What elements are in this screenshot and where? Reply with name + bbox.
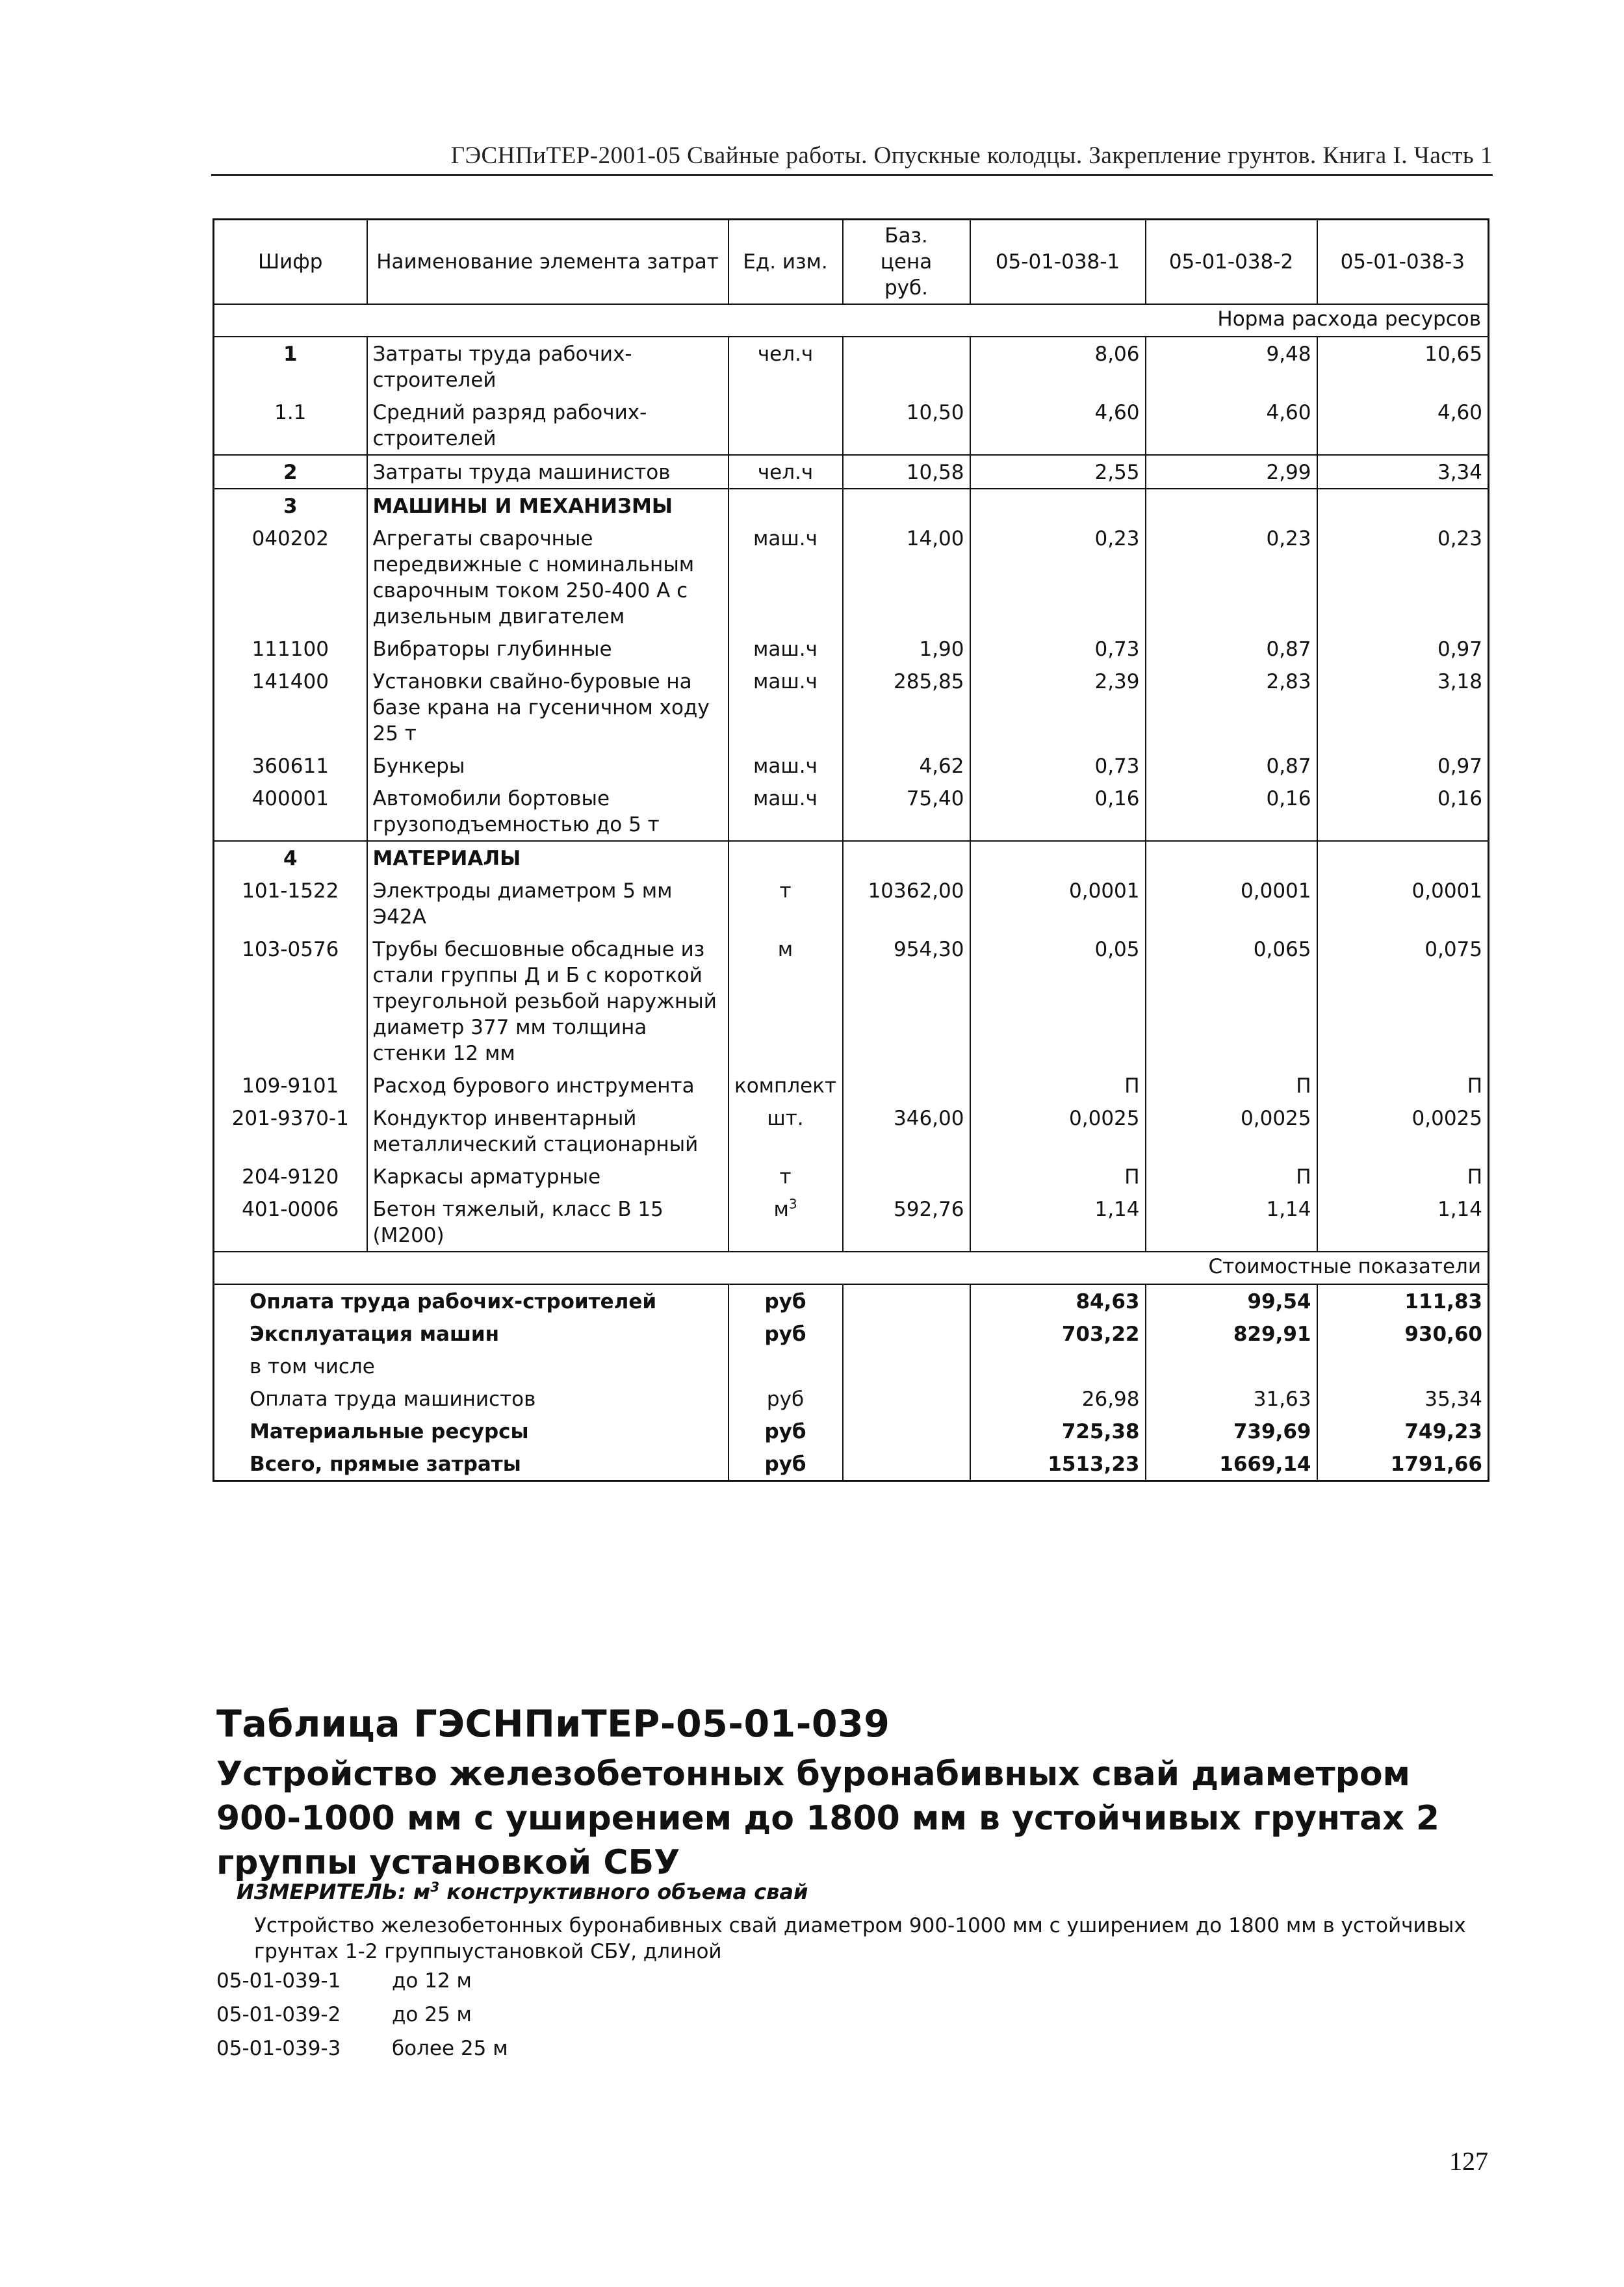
row-unit-text: шт.	[767, 1107, 804, 1130]
row-unit	[728, 874, 843, 933]
summary-label: в том числе	[214, 1350, 728, 1382]
variant-code: 05-01-039-2	[216, 2003, 341, 2026]
header-unit: Ед. изм.	[728, 220, 843, 305]
measure-unit-sup: 3	[430, 1879, 440, 1895]
table-row	[214, 874, 1489, 933]
summary-label: Материальные ресурсы	[214, 1415, 728, 1447]
row-value-2: 0,0025	[1146, 1102, 1317, 1160]
row-unit-text: комплект	[734, 1074, 836, 1098]
summary-value-3: 1791,66	[1317, 1447, 1489, 1481]
row-value-2: 2,83	[1146, 665, 1317, 749]
row-price: 4,62	[843, 749, 970, 782]
row-code: 401-0006	[214, 1193, 367, 1252]
row-value-1: 1,14	[970, 1193, 1146, 1252]
row-name: Каркасы арматурные	[367, 1160, 728, 1193]
row-value-2: 0,16	[1146, 782, 1317, 841]
header-col1: 05-01-038-1	[970, 220, 1146, 305]
row-value-1	[970, 489, 1146, 522]
row-value-3: 0,97	[1317, 749, 1489, 782]
row-price: 75,40	[843, 782, 970, 841]
summary-row	[214, 1415, 1489, 1447]
summary-price	[843, 1350, 970, 1382]
row-unit	[728, 782, 843, 841]
row-unit	[728, 1193, 843, 1252]
summary-value-1: 725,38	[970, 1415, 1146, 1447]
row-price: 10,58	[843, 455, 970, 489]
table-row	[214, 632, 1489, 665]
running-header: ГЭСНПиТЕР-2001-05 Свайные работы. Опускные колодцы. Закрепление грунтов. Книга I. Часть 1	[450, 142, 1493, 169]
row-unit-text: чел.ч	[757, 461, 814, 484]
row-unit-text: т	[779, 1165, 792, 1189]
row-value-2: 0,87	[1146, 632, 1317, 665]
header-code: Шифр	[214, 220, 367, 305]
row-value-1: П	[970, 1160, 1146, 1193]
summary-label: Оплата труда рабочих-строителей	[214, 1284, 728, 1317]
row-value-1: П	[970, 1069, 1146, 1102]
row-value-2: 0,87	[1146, 749, 1317, 782]
row-name: Бункеры	[367, 749, 728, 782]
row-code: 400001	[214, 782, 367, 841]
row-name: Автомобили бортовые грузоподъемностью до 5 т	[367, 782, 728, 841]
summary-value-2: 829,91	[1146, 1317, 1317, 1350]
table-row	[214, 337, 1489, 396]
row-value-3: 0,0025	[1317, 1102, 1489, 1160]
row-unit-text: чел.ч	[757, 342, 814, 366]
row-value-2: 9,48	[1146, 337, 1317, 396]
next-table-title: Таблица ГЭСНПиТЕР-05-01-039	[216, 1703, 890, 1746]
variant-text: до 12 м	[392, 1969, 472, 1993]
summary-row	[214, 1382, 1489, 1415]
variant-text: более 25 м	[392, 2037, 508, 2060]
row-value-2: 0,065	[1146, 933, 1317, 1069]
cost-band	[214, 1252, 1489, 1284]
summary-value-1	[970, 1350, 1146, 1382]
row-code: 3	[214, 489, 367, 522]
row-unit	[728, 749, 843, 782]
variant-row	[216, 1969, 472, 1993]
table-row	[214, 455, 1489, 489]
row-value-1: 2,39	[970, 665, 1146, 749]
variant-row	[216, 2037, 508, 2060]
row-unit	[728, 1102, 843, 1160]
row-name: Затраты труда машинистов	[367, 455, 728, 489]
table-row	[214, 1160, 1489, 1193]
variant-row	[216, 2003, 472, 2026]
row-value-2	[1146, 841, 1317, 874]
summary-value-1: 703,22	[970, 1317, 1146, 1350]
row-price	[843, 489, 970, 522]
row-price	[843, 841, 970, 874]
summary-price	[843, 1284, 970, 1317]
variant-code: 05-01-039-1	[216, 1969, 341, 1993]
header-name: Наименование элемента затрат	[367, 220, 728, 305]
row-unit-text: маш.ч	[753, 527, 818, 550]
table-row	[214, 396, 1489, 455]
table-row	[214, 749, 1489, 782]
measure-line	[237, 1880, 808, 1904]
row-price: 1,90	[843, 632, 970, 665]
row-code: 103-0576	[214, 933, 367, 1069]
measure-text: конструктивного объема свай	[446, 1880, 808, 1904]
row-unit	[728, 841, 843, 874]
resource-band	[214, 304, 1489, 337]
summary-value-2: 99,54	[1146, 1284, 1317, 1317]
row-name: Вибраторы глубинные	[367, 632, 728, 665]
row-name: Установки свайно-буровые на базе крана на гусеничном ходу 25 т	[367, 665, 728, 749]
row-name: Трубы бесшовные обсадные из стали группы Д и Б с короткой треугольной резьбой наружный диаметр 377 мм толщина стенки 12 мм	[367, 933, 728, 1069]
row-code: 204-9120	[214, 1160, 367, 1193]
summary-row	[214, 1284, 1489, 1317]
summary-value-1: 26,98	[970, 1382, 1146, 1415]
row-price: 346,00	[843, 1102, 970, 1160]
row-value-2	[1146, 489, 1317, 522]
page-number: 127	[1449, 2147, 1488, 2176]
header-col3: 05-01-038-3	[1317, 220, 1489, 305]
row-price: 285,85	[843, 665, 970, 749]
row-code: 111100	[214, 632, 367, 665]
row-value-3: 0,16	[1317, 782, 1489, 841]
row-code: 109-9101	[214, 1069, 367, 1102]
row-value-3: 0,0001	[1317, 874, 1489, 933]
row-value-2: П	[1146, 1069, 1317, 1102]
row-price	[843, 337, 970, 396]
row-code: 2	[214, 455, 367, 489]
resource-norms-table	[213, 218, 1489, 1482]
norms-body	[214, 304, 1489, 1481]
row-price: 954,30	[843, 933, 970, 1069]
summary-value-3	[1317, 1350, 1489, 1382]
row-value-1: 0,23	[970, 522, 1146, 632]
row-unit-text: маш.ч	[753, 755, 818, 778]
summary-value-1: 1513,23	[970, 1447, 1146, 1481]
row-value-1: 0,73	[970, 632, 1146, 665]
row-unit-text: т	[779, 879, 792, 903]
row-name: Затраты труда рабочих-строителей	[367, 337, 728, 396]
summary-row	[214, 1317, 1489, 1350]
summary-row	[214, 1350, 1489, 1382]
row-name: Электроды диаметром 5 мм Э42А	[367, 874, 728, 933]
row-unit	[728, 396, 843, 455]
summary-price	[843, 1415, 970, 1447]
row-value-3: 10,65	[1317, 337, 1489, 396]
row-value-1: 2,55	[970, 455, 1146, 489]
summary-unit: руб	[728, 1415, 843, 1447]
table-row	[214, 782, 1489, 841]
row-unit-sup: 3	[788, 1196, 797, 1212]
row-code: 360611	[214, 749, 367, 782]
row-value-3: 1,14	[1317, 1193, 1489, 1252]
row-code: 040202	[214, 522, 367, 632]
summary-row	[214, 1447, 1489, 1481]
row-unit	[728, 455, 843, 489]
summary-label: Эксплуатация машин	[214, 1317, 728, 1350]
row-value-2: 0,23	[1146, 522, 1317, 632]
row-value-3: 3,34	[1317, 455, 1489, 489]
summary-price	[843, 1382, 970, 1415]
row-name: Кондуктор инвентарный металлический стационарный	[367, 1102, 728, 1160]
summary-unit: руб	[728, 1447, 843, 1481]
summary-value-3: 35,34	[1317, 1382, 1489, 1415]
row-code: 1	[214, 337, 367, 396]
row-price: 10,50	[843, 396, 970, 455]
row-value-3: П	[1317, 1160, 1489, 1193]
row-price	[843, 1069, 970, 1102]
summary-price	[843, 1317, 970, 1350]
row-unit	[728, 337, 843, 396]
row-unit	[728, 1160, 843, 1193]
row-code: 1.1	[214, 396, 367, 455]
row-value-3: 4,60	[1317, 396, 1489, 455]
row-value-2: 1,14	[1146, 1193, 1317, 1252]
row-name: МАШИНЫ И МЕХАНИЗМЫ	[367, 489, 728, 522]
row-unit	[728, 665, 843, 749]
cost-band-label: Стоимостные показатели	[214, 1252, 1489, 1284]
row-value-3: 0,23	[1317, 522, 1489, 632]
row-price: 592,76	[843, 1193, 970, 1252]
table-header-row	[214, 220, 1489, 305]
summary-unit: руб	[728, 1317, 843, 1350]
table-row	[214, 665, 1489, 749]
row-price: 10362,00	[843, 874, 970, 933]
row-value-2: П	[1146, 1160, 1317, 1193]
row-value-1: 0,0025	[970, 1102, 1146, 1160]
row-value-1	[970, 841, 1146, 874]
header-rule	[211, 174, 1493, 176]
row-name: Расход бурового инструмента	[367, 1069, 728, 1102]
variant-code: 05-01-039-3	[216, 2037, 341, 2060]
summary-value-2: 1669,14	[1146, 1447, 1317, 1481]
row-value-2: 2,99	[1146, 455, 1317, 489]
resource-band-label: Норма расхода ресурсов	[214, 304, 1489, 337]
summary-value-3: 749,23	[1317, 1415, 1489, 1447]
table-row	[214, 1193, 1489, 1252]
row-code: 201-9370-1	[214, 1102, 367, 1160]
summary-value-2	[1146, 1350, 1317, 1382]
row-unit-text: маш.ч	[753, 787, 818, 810]
table-row	[214, 489, 1489, 522]
row-code: 141400	[214, 665, 367, 749]
summary-label: Всего, прямые затраты	[214, 1447, 728, 1481]
row-unit	[728, 632, 843, 665]
row-unit-text: маш.ч	[753, 638, 818, 661]
table-row	[214, 1102, 1489, 1160]
table-row	[214, 1069, 1489, 1102]
row-value-1: 0,16	[970, 782, 1146, 841]
description: Устройство железобетонных буронабивных свай диаметром 900-1000 мм с уширением до 1800 мм в устойчивых грунтах 1-2 группыустановкой СБУ, длиной	[254, 1914, 1466, 1963]
row-unit-text: маш.ч	[753, 670, 818, 693]
row-unit-text: м	[777, 938, 793, 961]
measure-unit: м	[413, 1880, 431, 1904]
row-code: 101-1522	[214, 874, 367, 933]
row-price: 14,00	[843, 522, 970, 632]
variant-text: до 25 м	[392, 2003, 472, 2026]
row-unit	[728, 522, 843, 632]
row-unit	[728, 1069, 843, 1102]
row-code: 4	[214, 841, 367, 874]
row-value-3: П	[1317, 1069, 1489, 1102]
summary-unit: руб	[728, 1284, 843, 1317]
row-name: Бетон тяжелый, класс В 15 (М200)	[367, 1193, 728, 1252]
row-name: МАТЕРИАЛЫ	[367, 841, 728, 874]
row-unit-text: м	[773, 1198, 789, 1221]
row-value-1: 0,05	[970, 933, 1146, 1069]
summary-value-3: 930,60	[1317, 1317, 1489, 1350]
summary-price	[843, 1447, 970, 1481]
next-table-subtitle: Устройство железобетонных буронабивных свай диаметром 900-1000 мм с уширением до 1800 мм в устойчивых грунтах 2 группы установкой СБУ	[216, 1755, 1440, 1882]
row-value-3: 0,075	[1317, 933, 1489, 1069]
header-col2: 05-01-038-2	[1146, 220, 1317, 305]
row-value-3	[1317, 489, 1489, 522]
row-value-2: 4,60	[1146, 396, 1317, 455]
summary-value-2: 739,69	[1146, 1415, 1317, 1447]
row-value-3: 3,18	[1317, 665, 1489, 749]
row-value-3	[1317, 841, 1489, 874]
summary-unit: руб	[728, 1382, 843, 1415]
row-value-1: 8,06	[970, 337, 1146, 396]
row-unit	[728, 933, 843, 1069]
row-value-1: 0,73	[970, 749, 1146, 782]
row-unit	[728, 489, 843, 522]
measure-label: ИЗМЕРИТЕЛЬ:	[237, 1880, 406, 1904]
summary-unit	[728, 1350, 843, 1382]
row-value-2: 0,0001	[1146, 874, 1317, 933]
table-row	[214, 522, 1489, 632]
row-price	[843, 1160, 970, 1193]
summary-value-1: 84,63	[970, 1284, 1146, 1317]
table-row	[214, 841, 1489, 874]
header-price: Баз. цена руб.	[843, 220, 970, 305]
row-value-3: 0,97	[1317, 632, 1489, 665]
row-value-1: 4,60	[970, 396, 1146, 455]
row-value-1: 0,0001	[970, 874, 1146, 933]
summary-value-2: 31,63	[1146, 1382, 1317, 1415]
summary-value-3: 111,83	[1317, 1284, 1489, 1317]
table-row	[214, 933, 1489, 1069]
row-name: Средний разряд рабочих-строителей	[367, 396, 728, 455]
summary-label: Оплата труда машинистов	[214, 1382, 728, 1415]
row-name: Агрегаты сварочные передвижные с номинальным сварочным током 250-400 А с дизельным двигателем	[367, 522, 728, 632]
